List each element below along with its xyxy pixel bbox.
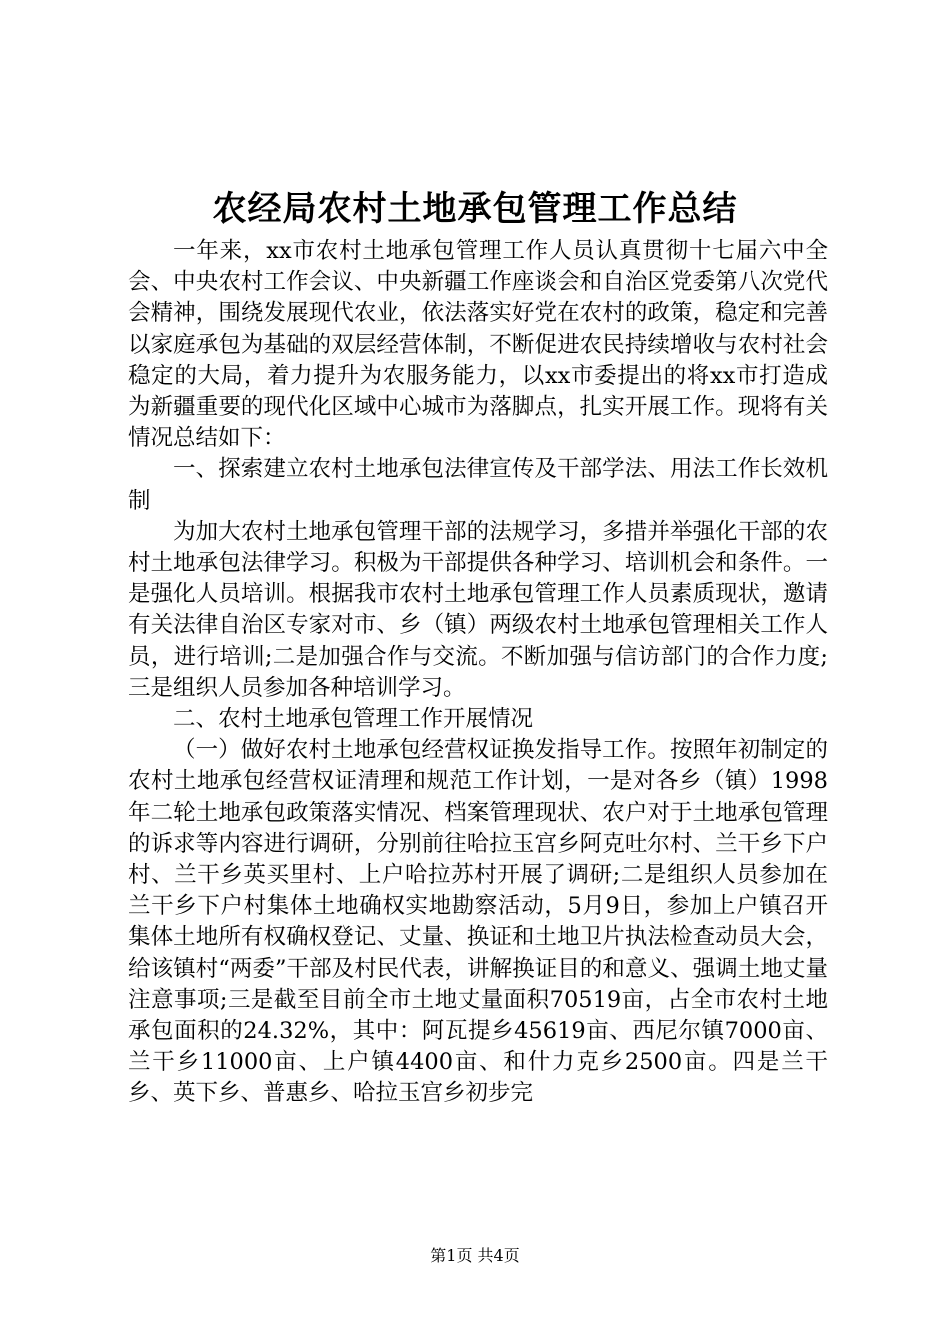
document-body [128, 236, 828, 1110]
section-heading-2: 二、农村土地承包管理工作开展情况 [173, 706, 534, 733]
paragraph-intro: 一年来，xx市农村土地承包管理工作人员认真贯彻十七届六中全会、中央农村工作会议、中央新疆工作座谈会和自治区党委第八次党代会精神，围绕发展现代农业，依法落实好党在农村的政策，稳定和完善以家庭承包为基础的双层经营体制，不断促进农民持续增收与农村社会稳定的大局，着力提升为农服务能力，以xx市委提出的将xx市打造成为新疆重要的现代化区域中心城市为落脚点，扎实开展工作。现将有关情况总结如下： [128, 238, 828, 452]
page-footer: 第1页 共4页 [430, 1246, 520, 1265]
section-heading-1: 一、探索建立农村土地承包法律宣传及干部学法、用法工作长效机制 [128, 456, 828, 514]
paragraph-section-1: 为加大农村土地承包管理干部的法规学习，多措并举强化干部的农村土地承包法律学习。积极为干部提供各种学习、培训机会和条件。一是强化人员培训。根据我市农村土地承包管理工作人员素质现状，邀请有关法律自治区专家对市、乡（镇）两级农村土地承包管理相关工作人员，进行培训;二是加强合作与交流。不断加强与信访部门的合作力度;三是组织人员参加各种培训学习。 [128, 518, 828, 701]
document-title: 农经局农村土地承包管理工作总结 [212, 189, 738, 229]
paragraph-section-2-1: （一）做好农村土地承包经营权证换发指导工作。按照年初制定的农村土地承包经营权证清理和规范工作计划，一是对各乡（镇）1998年二轮土地承包政策落实情况、档案管理现状、农户对于土地承包管理的诉求等内容进行调研，分别前往哈拉玉宫乡阿克吐尔村、兰干乡下户村、兰干乡英买里村、上户哈拉苏村开展了调研;二是组织人员参加在兰干乡下户村集体土地确权实地勘察活动，5月9日，参加上户镇召开集体土地所有权确权登记、丈量、换证和土地卫片执法检查动员大会，给该镇村“两委”干部及村民代表，讲解换证目的和意义、强调土地丈量注意事项;三是截至目前全市土地丈量面积70519亩，占全市农村土地承包面积的24.32%，其中：阿瓦提乡45619亩、西尼尔镇7000亩、兰干乡11000亩、上户镇4400亩、和什力克乡2500亩。四是兰干乡、英下乡、普惠乡、哈拉玉宫乡初步完 [128, 737, 828, 1107]
